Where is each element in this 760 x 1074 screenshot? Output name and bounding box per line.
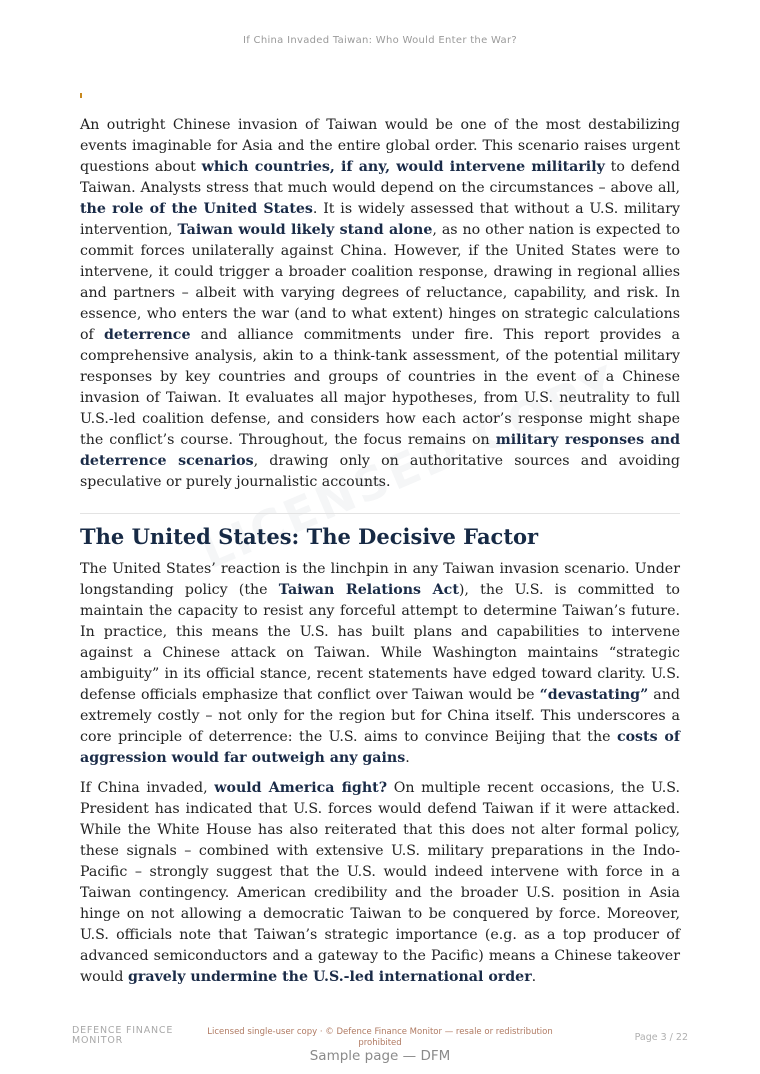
emphasized-text: gravely undermine the U.S.-led international order [127, 969, 532, 985]
sample-page-note: Sample page — DFM [309, 1048, 451, 1064]
publisher-name [72, 1026, 202, 1046]
us-policy-paragraph [80, 559, 680, 769]
text-run: ), the U.S. is committed to maintain the capacity to resist any forceful attempt to determine Taiwan’s future. In practice, this means the U.S. has built plans and capabilities to intervene against a Chinese attack on Taiwan. While Washington maintains “strategic ambiguity” in its official stance, recent statements have edged toward clarity. U.S. defense officials emphasize that conflict over Taiwan would be [80, 582, 680, 703]
main-content [80, 115, 680, 988]
license-notice: Licensed single-user copy · © Defence Finance Monitor — resale or redistribution prohibited [207, 1027, 553, 1048]
text-run: , as no other nation is expected to commit forces unilaterally against China. However, if the United States were to intervene, it could trigger a broader coalition response, drawing in regional allies and partners – albeit with varying degrees of reluctance, capability, and risk. In essence, who enters the war (and to what extent) hinges on strategic calculations of [80, 222, 680, 343]
emphasized-text: military responses and deterrence scenarios [80, 432, 680, 469]
emphasized-text: deterrence [103, 327, 191, 343]
emphasized-text: costs of aggression would far outweigh any gains [80, 729, 680, 766]
publisher-name-line-2: MONITOR [72, 1035, 124, 1046]
emphasized-text: the role of the United States [80, 201, 313, 217]
accent-marker [80, 93, 82, 98]
text-run: and alliance commitments under fire. This report provides a comprehensive analysis, akin to a think-tank assessment, of the potential military responses by key countries and groups of countries in the event of a Chinese invasion of Taiwan. It evaluates all major hypotheses, from U.S. neutrality to full U.S.-led coalition defense, and considers how each actor’s response might shape the conflict’s course. Throughout, the focus remains on [80, 327, 680, 448]
text-run: , drawing only on authoritative sources and avoiding speculative or purely journalistic accounts. [80, 453, 680, 490]
text-run: to defend Taiwan. Analysts stress that much would depend on the circumstances – above all, [80, 159, 680, 196]
emphasized-text: would America fight? [214, 780, 388, 796]
emphasized-text: which countries, if any, would intervene militarily [201, 159, 605, 175]
emphasized-text: Taiwan Relations Act [278, 582, 459, 598]
section-heading: The United States: The Decisive Factor [80, 524, 539, 549]
publisher-name-line-1: DEFENCE FINANCE [72, 1025, 174, 1036]
emphasized-text: Taiwan would likely stand alone [177, 222, 433, 238]
text-run: . It is widely assessed that without a U.S. military intervention, [80, 201, 681, 238]
section-divider [80, 513, 680, 514]
text-run: An outright Chinese invasion of Taiwan would be one of the most destabilizing events imaginable for Asia and the entire global order. This scenario raises urgent questions about [80, 117, 680, 175]
us-intervention-paragraph [80, 778, 680, 988]
text-run: If China invaded, [80, 780, 215, 796]
running-header-title: If China Invaded Taiwan: Who Would Enter the War? [243, 35, 517, 46]
intro-paragraph [80, 115, 680, 493]
text-run: The United States’ reaction is the linchpin in any Taiwan invasion scenario. Under longstanding policy (the [80, 561, 680, 598]
emphasized-text: “devastating” [539, 687, 649, 703]
text-run: and extremely costly – not only for the region but for China itself. This underscores a core principle of deterrence: the U.S. aims to convince Beijing that the [80, 687, 680, 745]
page-number: Page 3 / 22 [634, 1032, 688, 1043]
text-run: . [531, 969, 537, 985]
text-run: On multiple recent occasions, the U.S. President has indicated that U.S. forces would defend Taiwan if it were attacked. While the White House has also reiterated that this does not alter formal policy, these signals – combined with extensive U.S. military preparations in the Indo-Pacific – strongly suggest that the U.S. would indeed intervene with force in a Taiwan contingency. American credibility and the broader U.S. position in Asia hinge on not allowing a democratic Taiwan to be conquered by force. Moreover, U.S. officials note that Taiwan’s strategic importance (e.g. as a top producer of advanced semiconductors and a gateway to the Pacific) means a Chinese takeover would [80, 780, 681, 985]
text-run: . [405, 750, 410, 766]
